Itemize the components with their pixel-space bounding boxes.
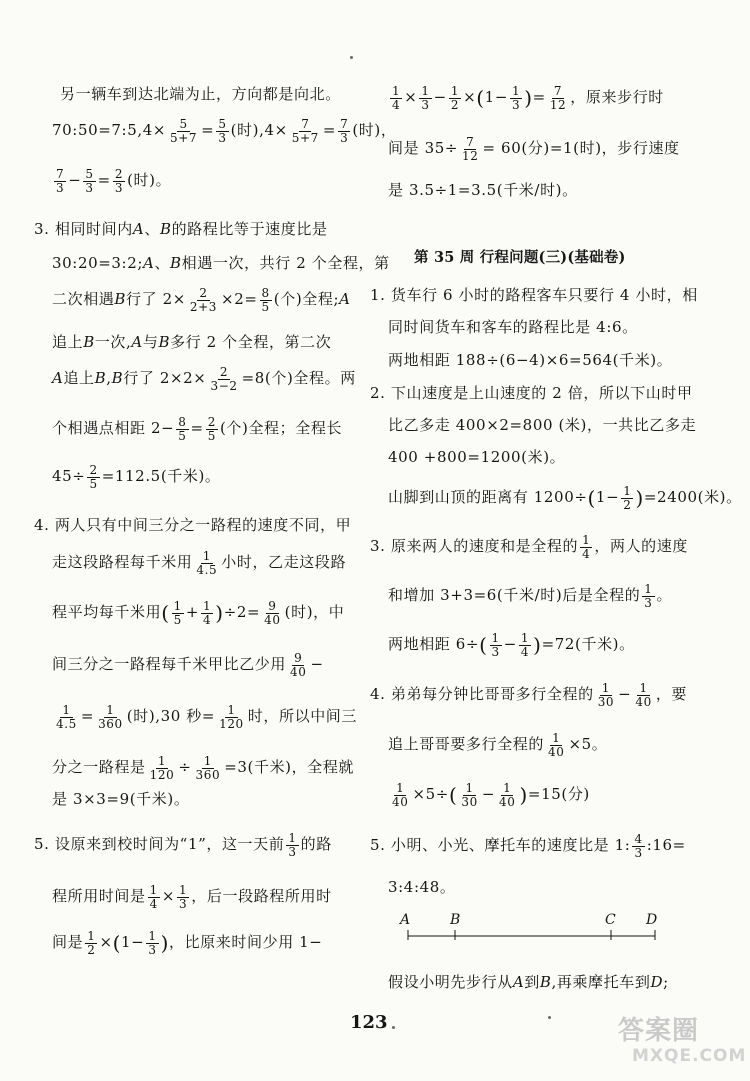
q3-line-4: 追上B一次,A与B多行 2 个全程，第二次 <box>52 333 332 351</box>
r-q3-line-3: 两地相距 6÷( $\frac{1}{3}$ − $\frac{1}{4}$ )=72(千米)。 <box>388 631 635 659</box>
q4-line-1: 4. 两人只有中间三分之一路程的速度不同，甲 <box>34 516 352 534</box>
scan-speck <box>548 1016 551 1019</box>
q3-line-7: 45÷ $\frac{2}{5}$ =112.5(千米)。 <box>52 463 221 491</box>
r-q2-line-3: 400 +800=1200(米)。 <box>388 448 566 466</box>
r-q4-line-1: 4. 弟弟每分钟比哥哥多行全程的 $\frac{1}{30}$ − $\frac{1}{40}$ ，要 <box>370 681 688 709</box>
q5-line-3: 间是 $\frac{1}{2}$ ×(1− $\frac{1}{3}$ )，比原来时间少用 1− <box>52 929 323 957</box>
q3-line-3: 二次相遇B行了 2× $\frac{2}{2+3}$ ×2= $\frac{8}{5}$ (个)全程;A <box>52 286 351 314</box>
r-q2-line-2: 比乙多走 400×2=800 (米)，一共比乙多走 <box>388 416 697 434</box>
q3-line-2: 30:20=3:2;A、B相遇一次，共行 2 个全程，第 <box>52 254 390 272</box>
q3-line-5: A追上B,B行了 2×2× $\frac{2}{3-2}$ =8(个)全程。两 <box>52 365 356 393</box>
q4-line-5: $\frac{1}{4.5}$ = $\frac{1}{360}$ (时),30 秒= $\frac{1}{120}$ 时，所以中间三 <box>56 703 357 731</box>
r-q2-line-1: 2. 下山速度是上山速度的 2 倍，所以下山时甲 <box>370 384 693 402</box>
r-q1-line-1: 1. 货车行 6 小时的路程客车只要行 4 小时，相 <box>370 286 698 304</box>
point-label-b: B <box>450 912 461 928</box>
watermark-logo: 答案圈 <box>618 1016 700 1046</box>
q3-line-6: 个相遇点相距 2− $\frac{8}{5}$ = $\frac{2}{5}$ (个)全程；全程长 <box>52 415 343 443</box>
r-q1-line-3: 两地相距 188÷(6−4)×6=564(千米)。 <box>388 351 673 369</box>
scan-speck <box>350 56 353 59</box>
q4-line-3: 程平均每千米用( $\frac{1}{5}$ + $\frac{1}{4}$ )÷2= $\frac{9}{40}$ (时)，中 <box>52 599 345 627</box>
top-line-1: $\frac{1}{4}$ × $\frac{1}{3}$ − $\frac{1}{2}$ ×(1− $\frac{1}{3}$ )= $\frac{7}{12}$ ，原来步行时 <box>392 84 664 112</box>
r-q3-line-2: 和增加 3+3=6(千米/时)后是全程的 $\frac{1}{3}$ 。 <box>388 582 673 610</box>
r-q5-line-1: 5. 小明、小光、摩托车的速度比是 1: $\frac{4}{3}$ :16= <box>370 832 686 860</box>
q4-line-4: 间三分之一路程每千米甲比乙少用 $\frac{9}{40}$ − <box>52 651 324 679</box>
point-label-d: D <box>646 912 658 928</box>
text-line: 另一辆车到达北端为止，方向都是向北。 <box>60 85 341 103</box>
q4-line-7: 是 3×3=9(千米)。 <box>52 790 190 808</box>
top-line-3: 是 3.5÷1=3.5(千米/时)。 <box>388 181 578 199</box>
q5-line-2: 程所用时间是 $\frac{1}{4}$ × $\frac{1}{3}$ ，后一段路程所用时 <box>52 883 332 911</box>
q5-line-1: 5. 设原来到校时间为“1”，这一天前 $\frac{1}{3}$ 的路 <box>34 831 332 859</box>
q4-line-6: 分之一路程是 $\frac{1}{120}$ ÷ $\frac{1}{360}$ =3(千米)，全程就 <box>52 754 355 782</box>
watermark-url: MXQE.COM <box>632 1046 747 1066</box>
r-q3-line-1: 3. 原来两人的速度和是全程的 $\frac{1}{4}$ ，两人的速度 <box>370 533 688 561</box>
point-label-c: C <box>605 912 616 928</box>
top-line-2: 间是 35÷ $\frac{7}{12}$ = 60(分)=1(时)，步行速度 <box>388 135 680 163</box>
r-q2-line-4: 山脚到山顶的距离有 1200÷(1− $\frac{1}{2}$ )=2400(米)。 <box>388 484 742 512</box>
segment-diagram <box>398 910 668 946</box>
r-q1-line-2: 同时间货车和客车的路程比是 4:6。 <box>388 318 638 336</box>
r-q4-line-3: $\frac{1}{40}$ ×5÷( $\frac{1}{30}$ − $\frac{1}{40}$ )=15(分) <box>392 781 590 809</box>
q4-line-2: 走这段路程每千米用 $\frac{1}{4.5}$ 小时，乙走这段路 <box>52 549 347 577</box>
section-heading: 第 35 周 行程问题(三)(基础卷) <box>414 249 626 266</box>
q3-line-1: 3. 相同时间内A、B的路程比等于速度比是 <box>34 220 328 238</box>
page-number: 123 <box>350 1012 388 1033</box>
scan-speck <box>392 1026 395 1029</box>
r-q5-line-2: 3:4:48。 <box>388 878 456 896</box>
r-q5-line-3: 假设小明先步行从A到B,再乘摩托车到D; <box>388 973 669 991</box>
formula-line: 70:50=7:5,4× $\frac{5}{5+7}$ = $\frac{5}{3}$ (时),4× $\frac{7}{5+7}$ = $\frac{7}{3}$ (时)， <box>52 117 397 145</box>
r-q4-line-2: 追上哥哥要多行全程的 $\frac{1}{40}$ ×5。 <box>388 731 608 759</box>
point-label-a: A <box>400 912 411 928</box>
formula-line: $\frac{7}{3}$ − $\frac{5}{3}$ = $\frac{2}{3}$ (时)。 <box>56 167 172 195</box>
